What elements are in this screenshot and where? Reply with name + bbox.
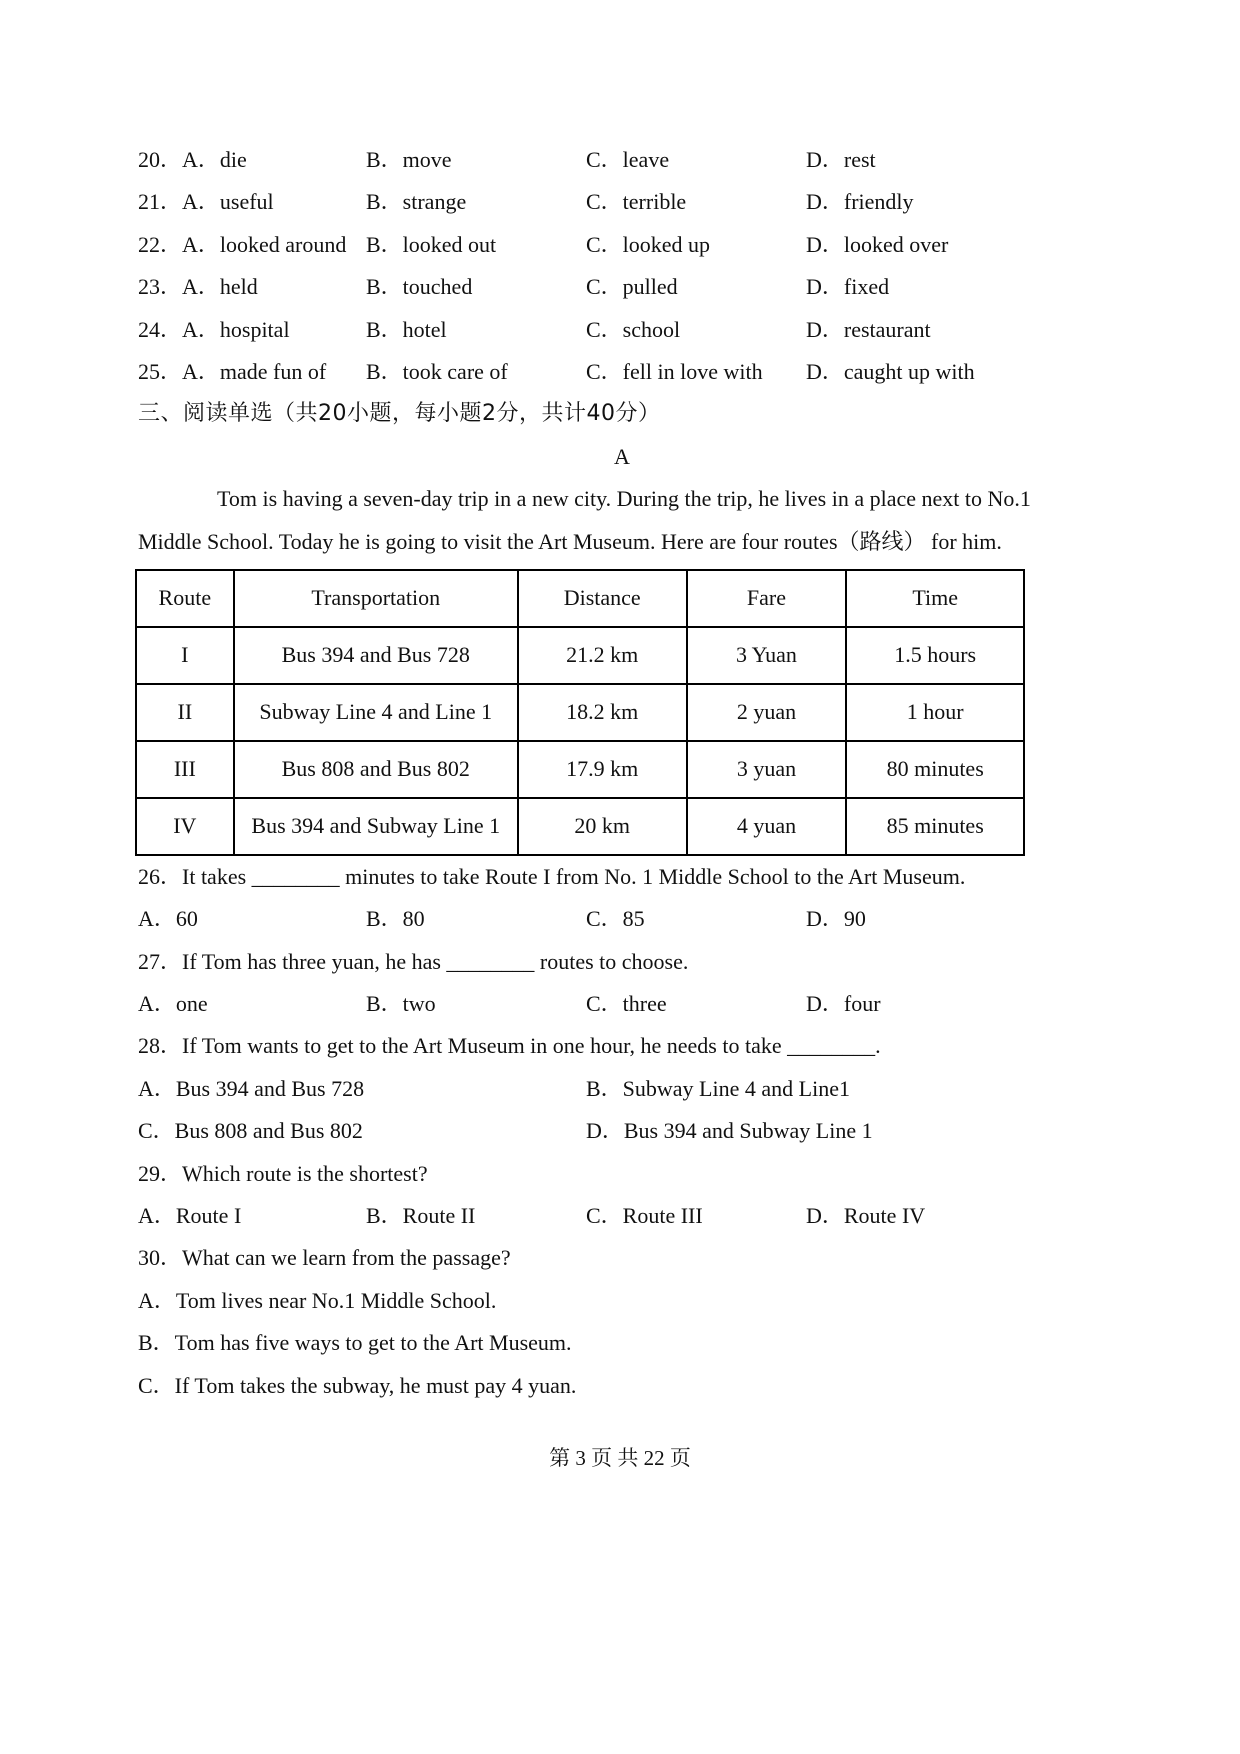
cloze-row-22 [138, 224, 1106, 266]
q28-option-a: A．Bus 394 and Bus 728 [138, 1075, 365, 1101]
route-table-row-2 [136, 684, 1024, 741]
route-4-fare: 4 yuan [687, 798, 847, 855]
route-2-transportation: Subway Line 4 and Line 1 [234, 684, 518, 741]
cloze-20-option-c: C．leave [586, 147, 670, 172]
route-3-fare: 3 yuan [687, 741, 847, 798]
cloze-row-25 [138, 351, 1106, 393]
question-29-options [138, 1195, 1106, 1237]
page-number-footer: 第 3 页 共 22 页 [549, 1446, 691, 1470]
route-1-time: 1.5 hours [846, 627, 1024, 684]
cloze-21-option-c: C．terrible [586, 189, 687, 215]
passage-label: A [614, 443, 630, 469]
cloze-25-option-a: 25．A．made fun of [138, 358, 327, 384]
question-29-text: 29．Which route is the shortest? [138, 1160, 428, 1186]
cloze-20-option-a: 20．A．die [138, 147, 247, 172]
route-3-id: III [136, 741, 234, 798]
cloze-21-option-d: D．friendly [806, 189, 914, 215]
cloze-22-option-c: C．looked up [586, 231, 711, 257]
cloze-row-24 [138, 309, 1106, 351]
route-2-id: II [136, 684, 234, 741]
q26-option-a: A．60 [138, 906, 198, 932]
route-table-row-4 [136, 798, 1024, 855]
question-28-options-row-1 [138, 1068, 1106, 1110]
q26-option-d: D．90 [806, 906, 866, 932]
question-26-options [138, 898, 1106, 940]
section-title: 三、阅读单选（共20小题，每小题2分，共计40分） [138, 401, 661, 427]
question-27-text: 27．If Tom has three yuan, he has ________ routes to choose. [138, 948, 689, 974]
q27-option-b: B．two [366, 991, 436, 1017]
cloze-22-option-a: 22．A．looked around [138, 231, 347, 257]
passage-line-1: Tom is having a seven-day trip in a new city. During the trip, he lives in a place next to No.1 [217, 486, 1031, 512]
q27-option-a: A．one [138, 991, 208, 1017]
route-2-time: 1 hour [846, 684, 1024, 741]
cloze-24-option-d: D．restaurant [806, 316, 931, 342]
route-table [135, 569, 1025, 856]
route-3-distance: 17.9 km [518, 741, 687, 798]
q30-option-c: C．If Tom takes the subway, he must pay 4 yuan. [138, 1372, 577, 1398]
cloze-21-option-b: B．strange [366, 189, 467, 215]
cloze-21-option-a: 21．A．useful [138, 189, 274, 215]
route-3-transportation: Bus 808 and Bus 802 [234, 741, 518, 798]
q26-option-b: B．80 [366, 906, 425, 932]
cloze-22-option-d: D．looked over [806, 231, 949, 257]
route-4-transportation: Bus 394 and Subway Line 1 [234, 798, 518, 855]
route-table-row-1 [136, 627, 1024, 684]
q30-option-b: B．Tom has five ways to get to the Art Museum. [138, 1330, 572, 1356]
cloze-20-option-b: B．move [366, 147, 452, 172]
route-3-time: 80 minutes [846, 741, 1024, 798]
route-table-header-transportation: Transportation [234, 570, 518, 627]
cloze-row-23 [138, 266, 1106, 308]
cloze-23-option-a: 23．A．held [138, 274, 258, 300]
q27-option-d: D．four [806, 991, 881, 1017]
cloze-24-option-a: 24．A．hospital [138, 316, 290, 342]
route-4-id: IV [136, 798, 234, 855]
route-1-distance: 21.2 km [518, 627, 687, 684]
question-28-options-row-2 [138, 1110, 1106, 1152]
q28-option-b: B．Subway Line 4 and Line1 [586, 1075, 850, 1101]
route-2-fare: 2 yuan [687, 684, 847, 741]
q27-option-c: C．three [586, 991, 667, 1017]
cloze-24-option-c: C．school [586, 316, 681, 342]
page-content [138, 139, 1106, 1407]
route-table-header-row [136, 570, 1024, 627]
route-4-distance: 20 km [518, 798, 687, 855]
q29-option-a: A．Route I [138, 1203, 242, 1229]
q29-option-c: C．Route III [586, 1203, 703, 1229]
route-1-transportation: Bus 394 and Bus 728 [234, 627, 518, 684]
q26-option-c: C．85 [586, 906, 645, 932]
route-table-header-distance: Distance [518, 570, 687, 627]
route-table-header-time: Time [846, 570, 1024, 627]
question-26-text: 26．It takes ________ minutes to take Route I from No. 1 Middle School to the Art Museum. [138, 863, 966, 889]
q29-option-b: B．Route II [366, 1203, 476, 1229]
cloze-25-option-b: B．took care of [366, 358, 508, 384]
route-table-header-route: Route [136, 570, 234, 627]
question-27-options [138, 983, 1106, 1025]
route-1-fare: 3 Yuan [687, 627, 847, 684]
question-28-text: 28．If Tom wants to get to the Art Museum in one hour, he needs to take ________. [138, 1033, 881, 1059]
q28-option-d: D．Bus 394 and Subway Line 1 [586, 1118, 873, 1144]
cloze-22-option-b: B．looked out [366, 231, 497, 257]
cloze-25-option-d: D．caught up with [806, 358, 975, 384]
q30-option-a: A．Tom lives near No.1 Middle School. [138, 1287, 497, 1313]
route-1-id: I [136, 627, 234, 684]
question-30-text: 30．What can we learn from the passage? [138, 1245, 511, 1271]
route-4-time: 85 minutes [846, 798, 1024, 855]
cloze-row-21 [138, 181, 1106, 223]
q28-option-c: C．Bus 808 and Bus 802 [138, 1118, 363, 1144]
q29-option-d: D．Route IV [806, 1203, 926, 1229]
passage-line-2: Middle School. Today he is going to visit the Art Museum. Here are four routes（路线） for him. [138, 528, 1002, 554]
route-table-row-3 [136, 741, 1024, 798]
cloze-25-option-c: C．fell in love with [586, 358, 763, 384]
cloze-23-option-b: B．touched [366, 274, 473, 300]
cloze-23-option-d: D．fixed [806, 274, 890, 300]
cloze-23-option-c: C．pulled [586, 274, 678, 300]
cloze-24-option-b: B．hotel [366, 316, 447, 342]
route-table-header-fare: Fare [687, 570, 847, 627]
cloze-row-20 [138, 139, 1106, 181]
route-2-distance: 18.2 km [518, 684, 687, 741]
cloze-20-option-d: D．rest [806, 147, 876, 172]
